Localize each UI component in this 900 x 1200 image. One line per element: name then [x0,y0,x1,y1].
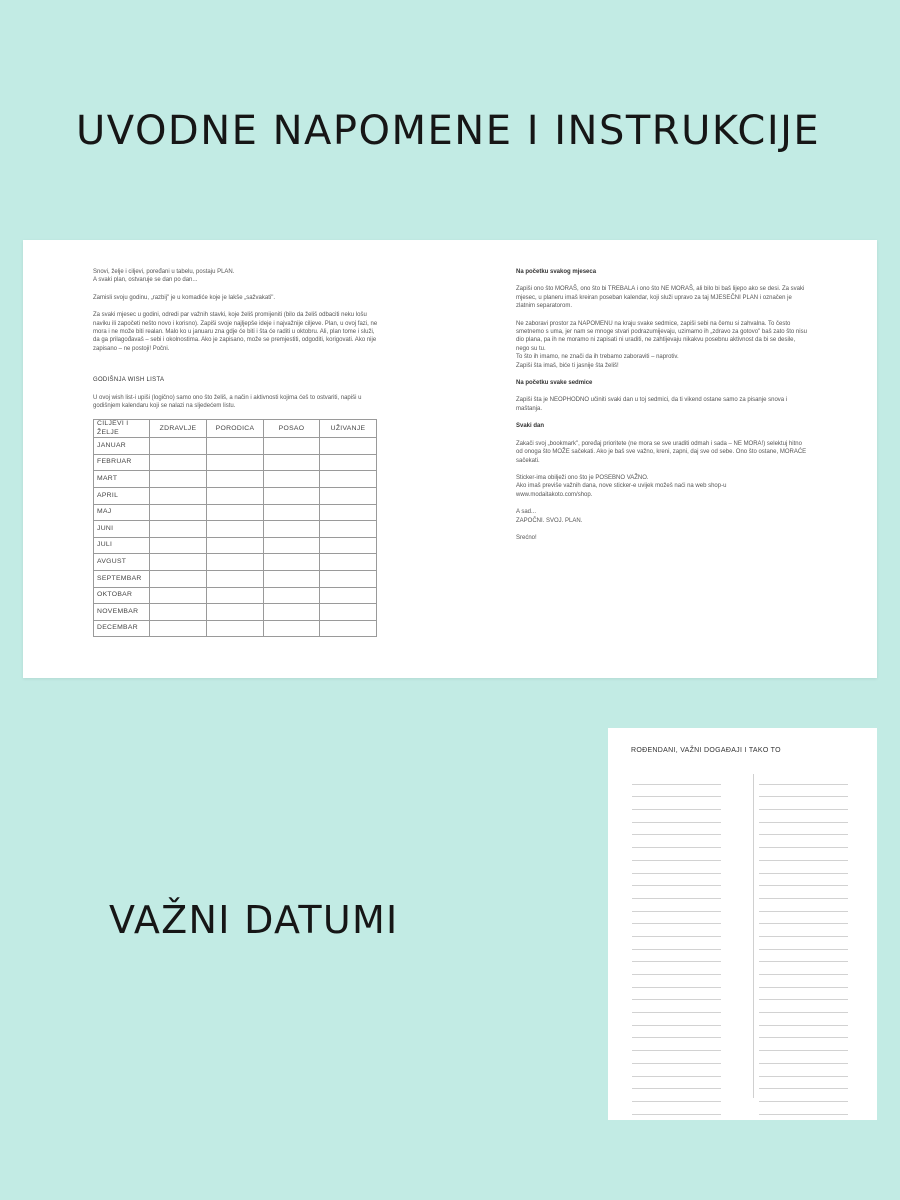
ruled-line [759,861,848,874]
wish-cell [264,620,320,637]
table-header-cell: ZDRAVLJE [150,420,207,438]
section-heading-intro: UVODNE NAPOMENE I INSTRUKCIJE [76,108,821,154]
notes-paragraph: Ne zaboravi prostor za NAPOMENU na kraju svake sedmice, zapiši sebi na čemu si zahvalna. To često smetnemo s uma, jer nam se mnoge stvari podrazumijevaju, uzimamo ih „zdravo za gotovo" baš zato što nisu dio plana, pa ih ne moramo ni zapisati ni uraditi, ne zahtijevaju nikakvu posebnu aktivnost da bi se desile, nego su tu. To što ih imamo, ne znači da ih trebamo zaboraviti – naprotiv. Zapiši šta imaš, biće ti jasnije šta želiš! [516,320,807,369]
ruled-line [759,899,848,912]
ruled-line [759,874,848,887]
table-row [94,587,377,604]
wish-cell [264,554,320,571]
intro-paragraph-3: Za svaki mjesec u godini, odredi par važnih stavki, koje želiš promijeniti (bilo da želiš odbaciti neku lošu naviku ili započeti nešto novo i korisno). Zapiši svoje najljepše ideje i najvažnije ciljeve. Plan, u ovoj fazi, ne mora i ne može biti realan. Malo ko u januaru zna gdje će biti i šta će raditi u oktobru. Ali, plan tome i služi, da ga prilagođavaš – sebi i okolnostima. Ako je zapisano, može se premjestiti, odgoditi, korigovati. Ako nije zapisano – ne postoji! Počni. [93,312,378,352]
ruled-line [759,1051,848,1064]
ruled-line [632,1077,721,1090]
ruled-line [759,937,848,950]
ruled-line [759,975,848,988]
ruled-line [632,810,721,823]
wish-cell [320,471,377,488]
table-row [94,454,377,471]
ruled-line [632,874,721,887]
wish-cell [320,454,377,471]
section-monthly-heading: Na početku svakog mjeseca [516,269,597,275]
ruled-line [632,835,721,848]
daily-paragraph: Zakači svoj „bookmark", poređaj prioritete (ne mora se sve uraditi odmah i sada – NE MORA!) selektuj hitno od onoga što MOŽE sačekati. Ako je baš sve važno, kreni, zapni, daj sve od sebe. Ono što ostane, MORAĆE sačekati. [516,440,807,464]
ruled-line [632,1026,721,1039]
wish-cell [320,504,377,521]
wish-cell [150,587,207,604]
ruled-line [759,950,848,963]
wish-cell [320,554,377,571]
month-label: DECEMBAR [94,620,150,637]
wish-cell [150,471,207,488]
ruled-line [632,785,721,798]
ruled-line [632,886,721,899]
wish-cell [207,587,264,604]
wish-cell [207,521,264,538]
month-label: OKTOBAR [94,587,150,604]
start-paragraph: A sad... ZAPOČNI. SVOJ. PLAN. [516,509,583,524]
ruled-line [632,797,721,810]
month-label: JULI [94,537,150,554]
month-label: MAJ [94,504,150,521]
ruled-line [759,835,848,848]
ruled-line [632,950,721,963]
ruled-line [759,772,848,785]
wish-list-table [93,419,377,637]
wish-cell [207,554,264,571]
wish-cell [207,604,264,621]
ruled-line [632,823,721,836]
wish-cell [264,438,320,455]
wish-cell [264,604,320,621]
ruled-line [632,1064,721,1077]
section-daily-heading: Svaki dan [516,423,545,430]
table-row [94,504,377,521]
intro-paragraph-2: Zamisli svoju godinu, „razbij" je u komadiće koje je lakše „sažvakati". [93,294,276,301]
wish-cell [150,554,207,571]
sticker-paragraph: Sticker-ima obilježi ono što je POSEBNO VAŽNO. Ako imaš previše važnih dana, nove sticker-e uvijek možeš naći na web shop-u www.modaitakoto.com/shop. [516,474,727,498]
wish-cell [207,438,264,455]
wish-cell [320,604,377,621]
ruled-line [759,988,848,1001]
ruled-line [759,886,848,899]
month-label: FEBRUAR [94,454,150,471]
wish-cell [320,537,377,554]
month-label: SEPTEMBAR [94,571,150,588]
ruled-line [632,924,721,937]
ruled-line [632,861,721,874]
ruled-line [632,1038,721,1051]
ruled-line [632,912,721,925]
table-row [94,571,377,588]
wish-cell [264,454,320,471]
wish-cell [150,454,207,471]
table-row [94,438,377,455]
wish-cell [150,620,207,637]
weekly-paragraph: Zapiši šta je NEOPHODNO učiniti svaki dan u toj sedmici, da ti vikend ostane samo za pisanje snova i maštanja. [516,397,788,412]
wish-cell [264,471,320,488]
ruled-line [632,975,721,988]
ruled-line [632,772,721,785]
ruled-line [759,1102,848,1115]
ruled-line [632,937,721,950]
intro-paragraph-1: Snovi, želje i ciljevi, poređani u tabelu, postaju PLAN. A svaki plan, ostvaruje se dan po dan... [93,269,235,284]
wish-cell [320,620,377,637]
spread-right-page [516,240,809,551]
table-row [94,604,377,621]
ruled-line [759,1064,848,1077]
wish-cell [320,488,377,505]
table-row [94,488,377,505]
lines-column-left [632,772,721,1115]
wish-cell [207,504,264,521]
month-label: JANUAR [94,438,150,455]
wish-cell [150,504,207,521]
good-luck-text: Srećno! [516,534,537,541]
wish-cell [150,438,207,455]
wish-cell [150,537,207,554]
month-label: NOVEMBAR [94,604,150,621]
ruled-line [759,823,848,836]
wish-cell [320,571,377,588]
ruled-line [759,848,848,861]
ruled-line [632,1000,721,1013]
ruled-line [759,1026,848,1039]
lines-column-right [759,772,848,1115]
wish-cell [207,571,264,588]
wish-cell [207,454,264,471]
ruled-line [632,962,721,975]
table-header-cell: PORODICA [207,420,264,438]
ruled-line [632,848,721,861]
ruled-line [759,1089,848,1102]
wish-cell [264,587,320,604]
wish-cell [320,438,377,455]
ruled-line [759,912,848,925]
monthly-paragraph: Zapiši ono što MORAŠ, ono što bi TREBALA i ono što NE MORAŠ, ali bilo bi baš lijepo ako se desi. Za svaki mjesec, u planeru imaš kreiran poseban kalendar, koji služi upravo za taj MJESEČNI PLAN i označen je zlatnim separatorom. [516,286,805,310]
spread-left-page [93,240,379,637]
table-row [94,554,377,571]
section-weekly-heading: Na početku svake sedmice [516,380,593,387]
month-label: MART [94,471,150,488]
table-header-cell: CILJEVI I ŽELJE [94,420,150,438]
ruled-line [759,1000,848,1013]
wish-cell [150,571,207,588]
wish-cell [264,504,320,521]
wish-cell [207,537,264,554]
month-label: AVGUST [94,554,150,571]
section-heading-important-dates: VAŽNI DATUMI [109,898,399,942]
important-dates-page [608,728,877,1120]
ruled-line [759,797,848,810]
ruled-line [759,1038,848,1051]
month-label: APRIL [94,488,150,505]
ruled-line [632,1089,721,1102]
ruled-line [632,899,721,912]
table-header-cell: UŽIVANJE [320,420,377,438]
column-divider [753,774,754,1098]
wish-cell [264,521,320,538]
wish-cell [150,604,207,621]
ruled-line [632,988,721,1001]
wish-cell [264,571,320,588]
wish-cell [320,587,377,604]
wish-cell [207,471,264,488]
wish-table-header [94,420,377,438]
table-row [94,620,377,637]
important-dates-title: ROĐENDANI, VAŽNI DOGAĐAJI I TAKO TO [631,747,781,754]
ruled-line [759,810,848,823]
table-row [94,471,377,488]
ruled-line [759,1013,848,1026]
wish-cell [320,521,377,538]
planner-spread [23,240,877,678]
wish-cell [207,620,264,637]
wish-list-title: GODIŠNJA WISH LISTA [93,377,165,384]
ruled-line [759,785,848,798]
month-label: JUNI [94,521,150,538]
ruled-line [632,1102,721,1115]
table-row [94,537,377,554]
ruled-line [759,1077,848,1090]
wish-cell [150,521,207,538]
table-row [94,521,377,538]
wish-cell [150,488,207,505]
table-header-cell: POSAO [264,420,320,438]
ruled-line [632,1013,721,1026]
ruled-line [632,1051,721,1064]
wish-cell [207,488,264,505]
ruled-line [759,962,848,975]
wish-cell [264,488,320,505]
wish-cell [264,537,320,554]
wish-list-text: U ovoj wish list-i upiši (logično) samo ono što želiš, a način i aktivnosti kojima ćeš to ostvariti, napiši u godišnjem kalendaru koji se nalazi na sljedećem listu. [93,394,362,410]
ruled-line [759,924,848,937]
